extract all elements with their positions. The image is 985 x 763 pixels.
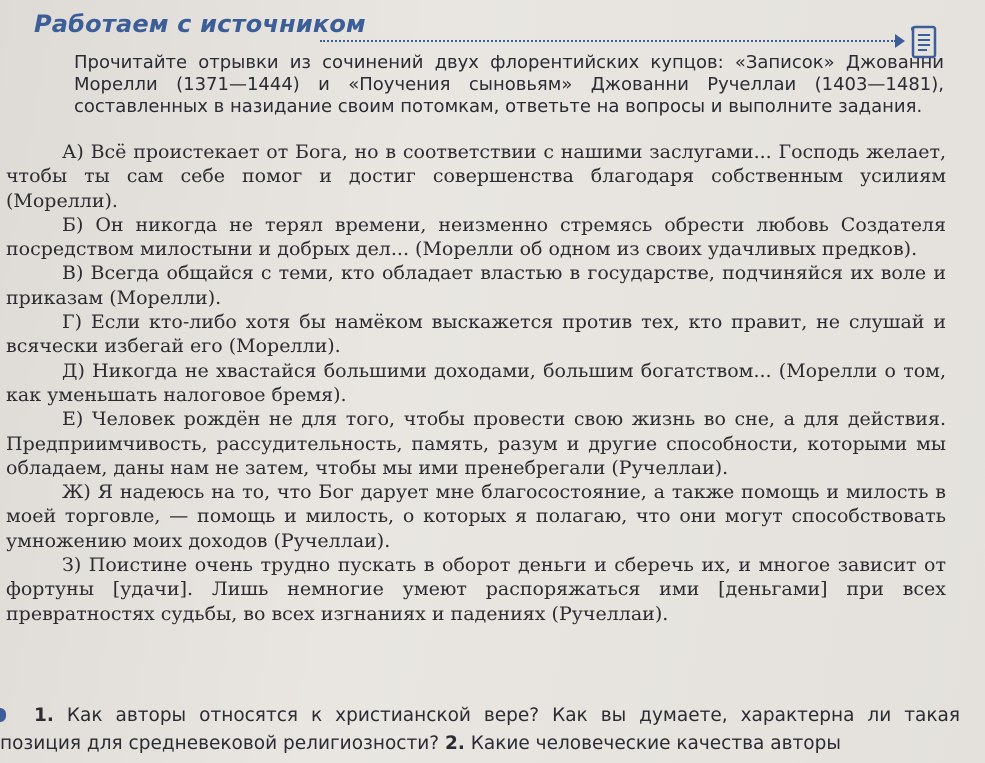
passage-z: З) Поистине очень трудно пускать в оборот деньги и сберечь их, и многое зависит от фортуны [удачи]. Лишь немногие умеют распоряжаться ими [деньгами] при всех превратностях судьбы, во всех изгнаниях и падениях (Ручеллаи).	[6, 554, 946, 625]
question-2-text: Какие человеческие качества авторы	[464, 733, 841, 754]
passage-b: Б) Он никогда не терял времени, неизменно стремясь обрести любовь Создателя посредством милостыни и добрых дел... (Морелли об одном из своих удачливых предков).	[6, 213, 946, 261]
dotted-leader-line	[320, 40, 896, 42]
source-passages	[6, 140, 946, 626]
questions-paragraph	[0, 702, 960, 758]
passage-v: В) Всегда общайся с теми, кто обладает властью в государстве, подчиняйся их воле и приказам (Морелли).	[6, 262, 946, 309]
passage-e: Е) Человек рождён не для того, чтобы провести свою жизнь во сне, а для действия. Предприимчивость, рассудительность, память, разум и другие способности, которыми мы обладаем, даны нам не затем, чтобы мы ими пренебрегали (Ручеллаи).	[6, 408, 946, 479]
question-1-number: 1.	[34, 705, 54, 726]
passage-g: Г) Если кто-либо хотя бы намёком выскажется против тех, кто правит, не слушай и всячески избегай его (Морелли).	[6, 311, 946, 358]
passage-d: Д) Никогда не хвастайся большими доходами, большим богатством... (Морелли о том, как уменьшать налоговое бремя).	[6, 359, 946, 406]
questions-block	[0, 702, 960, 758]
arrow-icon	[895, 34, 905, 48]
passage-a: А) Всё проистекает от Бога, но в соответствии с нашими заслугами... Господь желает, чтобы ты сам себе помог и достиг совершенства благодаря собственным усилиям (Морелли).	[6, 141, 946, 212]
question-1-text: Как авторы относятся к христианской вере? Как вы думаете, характерна ли такая позиция для средневековой религиозности?	[0, 705, 960, 754]
question-2-number: 2.	[444, 733, 465, 754]
passage-zh: Ж) Я надеюсь на то, что Бог дарует мне благосостояние, а также помощь и милость в моей торговле, — помощь и милость, о которых я полагаю, что они могут способствовать умножению моих доходов (Ручеллаи).	[6, 481, 946, 552]
section-header	[34, 10, 944, 50]
section-title: Работаем с источником	[34, 10, 366, 38]
task-instructions: Прочитайте отрывки из сочинений двух флорентийских купцов: «Записок» Джованни Морелли (1371—1444) и «Поучения сыновьям» Джованни Ручеллаи (1403—1481), составленных в назидание своим потомкам, ответьте на вопросы и выполните задания.	[74, 52, 944, 117]
